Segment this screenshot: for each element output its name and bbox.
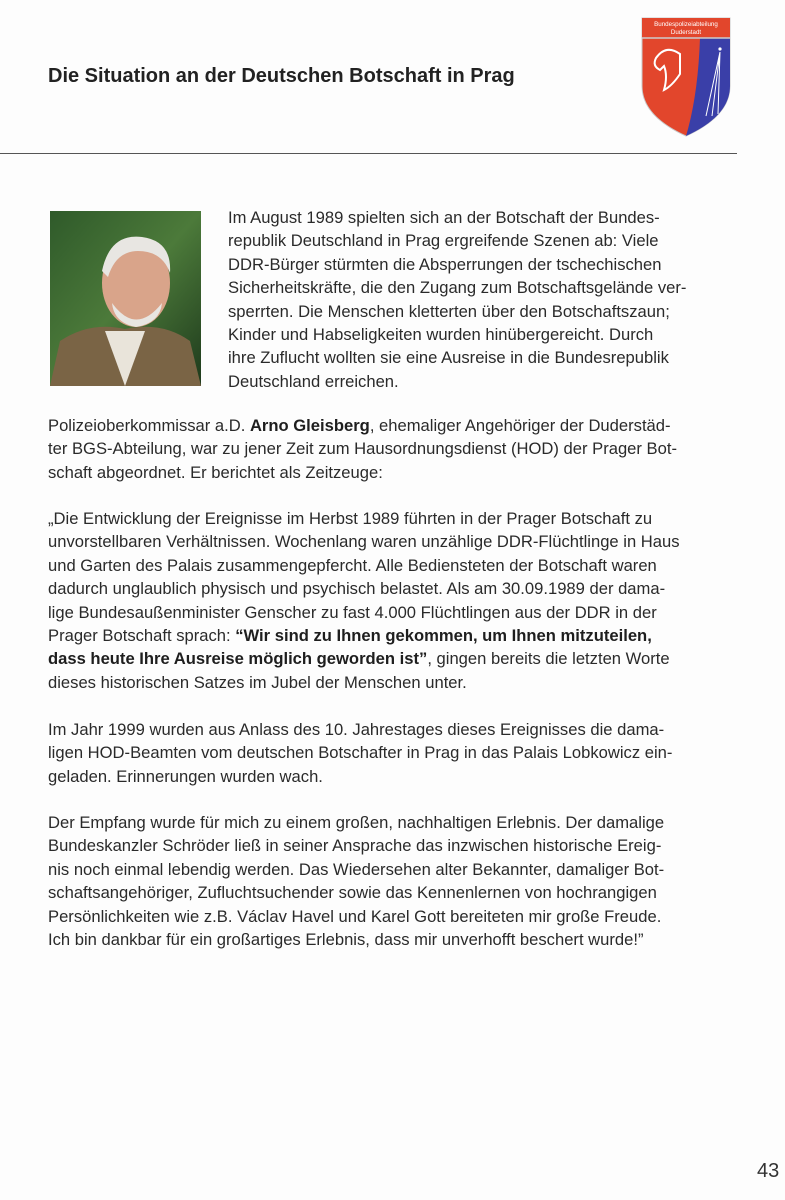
text-segment: , ehemaliger Angehöriger der Duderstäd- [369, 416, 671, 435]
intro-paragraph [228, 206, 686, 393]
text-segment: lige Bundesaußenminister Genscher zu fast 4.000 Flüchtlingen aus der DDR in der [48, 602, 657, 622]
text-segment: unvorstellbaren Verhältnissen. Wochenlang waren unzählige DDR-Flüchtlinge in Haus [48, 532, 680, 552]
text-line [48, 905, 664, 928]
text-line [48, 671, 680, 694]
text-line [48, 414, 677, 437]
text-segment: Deutschland erreichen. [228, 371, 399, 391]
svg-text:Duderstadt: Duderstadt [670, 29, 702, 36]
text-segment: DDR-Bürger stürmten die Absperrungen der tschechischen [228, 254, 662, 274]
text-segment: Sicherheitskräfte, die den Zugang zum Botschaftsgelände ver- [228, 278, 687, 298]
text-line [48, 647, 680, 670]
text-line [48, 554, 680, 577]
text-segment: nis noch einmal lebendig werden. Das Wiedersehen alter Bekannter, damaliger Bot- [48, 859, 665, 879]
bgs-duderstadt-shield-logo [640, 16, 732, 138]
svg-text:Bundespolizeiabteilung: Bundespolizeiabteilung [654, 21, 718, 28]
text-segment: dadurch unglaublich physisch und psychisch belastet. Als am 30.09.1989 der dama- [48, 579, 666, 599]
text-line [228, 229, 686, 252]
text-line [228, 323, 686, 346]
text-line [228, 276, 686, 299]
text-segment: Im August 1989 spielten sich an der Botschaft der Bundes- [228, 208, 660, 227]
text-segment: Persönlichkeiten wie z.B. Václav Havel und Karel Gott bereiteten mir große Freude. [48, 906, 662, 926]
text-segment: „Die Entwicklung der Ereignisse im Herbst 1989 führten in der Prager Botschaft zu [48, 509, 653, 528]
text-line [48, 507, 680, 530]
text-line [48, 881, 664, 904]
text-segment: , gingen bereits die letzten Worte [427, 649, 670, 669]
text-line [48, 437, 677, 460]
text-segment: Im Jahr 1999 wurden aus Anlass des 10. Jahrestages dieses Ereignisses die dama- [48, 720, 665, 739]
text-line [228, 300, 686, 323]
page-number: 43 [757, 1160, 780, 1182]
text-segment: schaftsangehöriger, Zufluchtsuchender sowie das Kennenlernen von hochrangigen [48, 883, 657, 903]
text-line [48, 928, 664, 951]
text-segment: republik Deutschland in Prag ergreifende Szenen ab: Viele [228, 231, 659, 251]
bold-text: Arno Gleisberg [249, 416, 370, 435]
text-segment: Prager Botschaft sprach: [48, 626, 236, 646]
text-line [228, 346, 686, 369]
text-segment: ligen HOD-Beamten vom deutschen Botschafter in Prag in das Palais Lobkowicz ein- [48, 743, 673, 763]
text-line [48, 577, 680, 600]
text-segment: Der Empfang wurde für mich zu einem großen, nachhaltigen Erlebnis. Der damalige [48, 813, 665, 832]
text-segment: und Garten des Palais zusammengepfercht. Alle Bediensteten der Botschaft waren [48, 555, 657, 575]
text-line [48, 718, 672, 741]
page-title: Die Situation an der Deutschen Botschaft in Prag [48, 65, 515, 87]
text-line [48, 624, 680, 647]
text-line [48, 530, 680, 553]
text-line [48, 858, 664, 881]
text-line [48, 765, 672, 788]
text-line [228, 253, 686, 276]
text-line [228, 370, 686, 393]
bold-text: “Wir sind zu Ihnen gekommen, um Ihnen mitzuteilen, [235, 626, 652, 646]
bold-text: dass heute Ihre Ausreise möglich geworden ist” [48, 649, 428, 669]
anniversary-paragraph [48, 718, 672, 788]
text-segment: schaft abgeordnet. Er berichtet als Zeitzeuge: [48, 462, 383, 482]
text-line [48, 461, 677, 484]
text-segment: sperrten. Die Menschen kletterten über den Botschaftszaun; [228, 301, 670, 321]
text-segment: Ich bin dankbar für ein großartiges Erlebnis, dass mir unverhofft beschert wurde!” [48, 930, 644, 950]
portrait-photo [50, 211, 201, 386]
text-segment: Kinder und Habseligkeiten wurden hinübergereicht. Durch [228, 325, 654, 345]
text-line [48, 601, 680, 624]
text-segment: Polizeioberkommissar a.D. [48, 416, 250, 435]
text-line [48, 811, 664, 834]
header-divider [0, 153, 737, 154]
quote-paragraph [48, 507, 680, 694]
text-line [48, 741, 672, 764]
text-line [48, 834, 664, 857]
text-segment: Bundeskanzler Schröder ließ in seiner Ansprache das inzwischen historische Ereig- [48, 836, 662, 856]
text-segment: geladen. Erinnerungen wurden wach. [48, 766, 323, 786]
text-line [228, 206, 686, 229]
text-segment: dieses historischen Satzes im Jubel der Menschen unter. [48, 672, 467, 692]
text-segment: ter BGS-Abteilung, war zu jener Zeit zum Hausordnungsdienst (HOD) der Prager Bot- [48, 439, 677, 459]
text-segment: ihre Zuflucht wollten sie eine Ausreise in die Bundesrepublik [228, 348, 669, 368]
witness-paragraph [48, 414, 677, 484]
reception-paragraph [48, 811, 664, 951]
